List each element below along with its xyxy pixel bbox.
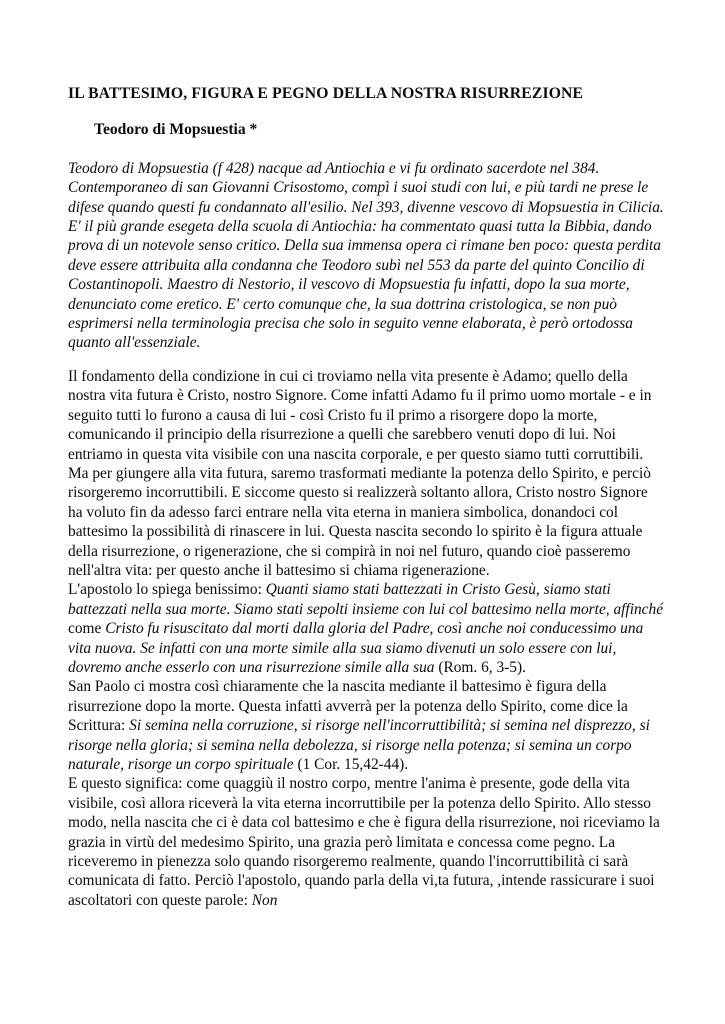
body-paragraph xyxy=(68,677,664,774)
body-paragraph xyxy=(68,774,664,910)
document-content xyxy=(68,84,664,910)
quote-text: Quanti siamo stati battezzati in Cristo Gesù, siamo stati battezzati nella sua morte. Siamo stati sepolti insieme con lui col battesimo nella morte, affinché xyxy=(68,581,664,618)
body-paragraph xyxy=(68,367,664,580)
quote-text: Non xyxy=(251,891,278,909)
body-text: (1 Cor. 15,42-44). xyxy=(297,756,409,773)
quote-text: Cristo fu risuscitato dal morti dalla gloria del Padre, così anche noi conducessimo una vita nuova. Se infatti con una morte simile alla sua siamo divenuti un solo essere con lui, dovremo anche esserlo con una risurrezione simile alla sua xyxy=(68,620,644,676)
document-body xyxy=(68,367,664,910)
body-text: L'apostolo lo spiega benissimo: xyxy=(68,581,266,599)
page-title: IL BATTESIMO, FIGURA E PEGNO DELLA NOSTRA RISURREZIONE xyxy=(68,85,584,102)
intro-paragraph: Teodoro di Mopsuestia (f 428) nacque ad Antiochia e vi fu ordinato sacerdote nel 384. Contemporaneo di san Giovanni Crisostomo, compì i suoi studi con lui, e più tardi ne prese le difese quando questi fu condannato all'esilio. Nel 393, divenne vescovo di Mopsuestia in Cilicia. E' il più grande esegeta della scuola di Antiochia: ha commentato quasi tutta la Bibbia, dando prova di un notevole senso critico. Della sua immensa opera ci rimane ben poco: questa perdita deve essere attribuita alla condanna che Teodoro subì nel 553 da parte del quinto Concilio di Costantinopoli. Maestro di Nestorio, il vescovo di Mopsuestia fu infatti, dopo la sua morte, denunciato come eretico. E' certo comunque che, la sua dottrina cristologica, se non può esprimersi nella terminologia precisa che solo in seguito venne elaborata, è però ortodossa quanto all'essenziale. xyxy=(68,159,664,352)
body-text: E questo significa: come quaggiù il nostro corpo, mentre l'anima è presente, gode della vita visibile, così allora riceverà la vita eterna incorruttibile per la potenza dello Spirito. Allo stesso modo, nella nascita che ci è data col battesimo e che è figura della risurrezione, noi riceviamo la grazia in virtù del medesimo Spirito, una grazia però limitata e concessa come pegno. La riceveremo in pienezza solo quando risorgeremo realmente, quando l'incorruttibilità ci sarà comunicata di fatto. Perciò l'apostolo, quando parla della vi,ta futura, ,intende rassicurare i suoi ascoltatori con queste parole: xyxy=(68,775,660,909)
body-text: San Paolo ci mostra così chiaramente che la nascita mediante il battesimo è figura della risurrezione dopo la morte. Questa infatti avverrà per la potenza dello Spirito, come dice la Scrittura: xyxy=(68,678,628,735)
author-line: Teodoro di Mopsuestia * xyxy=(94,121,258,139)
body-paragraph xyxy=(68,580,664,677)
body-text: Il fondamento della condizione in cui ci troviamo nella vita presente è Adamo; quello della nostra vita futura è Cristo, nostro Signore. Come infatti Adamo fu il primo uomo mortale - e in seguito tutti lo furono a causa di lui - così Cristo fu il primo a risorgere dopo la morte, comunicando il principio della risurrezione a quelli che sarebbero venuti dopo di lui. Noi entriamo in questa vita visibile con una nascita corporale, e per questo siamo tutti corruttibili. Ma per giungere alla vita futura, saremo trasformati mediante la potenza dello Spirito, e perciò risorgeremo incorruttibili. E siccome questo si realizzerà soltanto allora, Cristo nostro Signore ha voluto fin da adesso farci entrare nella vita eterna in maniera simbolica, donandoci col battesimo la possibilità di rinascere in lui. Questa nascita secondo lo spirito è la figura attuale della risurrezione, o rigenerazione, che si compirà in noi nel futuro, quando cioè passeremo nell'altra vita: per questo anche il battesimo si chiama rigenerazione. xyxy=(68,367,652,579)
body-text: come xyxy=(68,620,106,638)
quote-text: Si semina nella corruzione, si risorge nell'incorruttibilità; si semina nel disprezzo, si risorge nella gloria; si semina nella debolezza, si risorge nella potenza; si semina un corpo naturale, risorge un corpo spirituale xyxy=(68,717,650,773)
body-text: (Rom. 6, 3-5). xyxy=(438,658,526,676)
